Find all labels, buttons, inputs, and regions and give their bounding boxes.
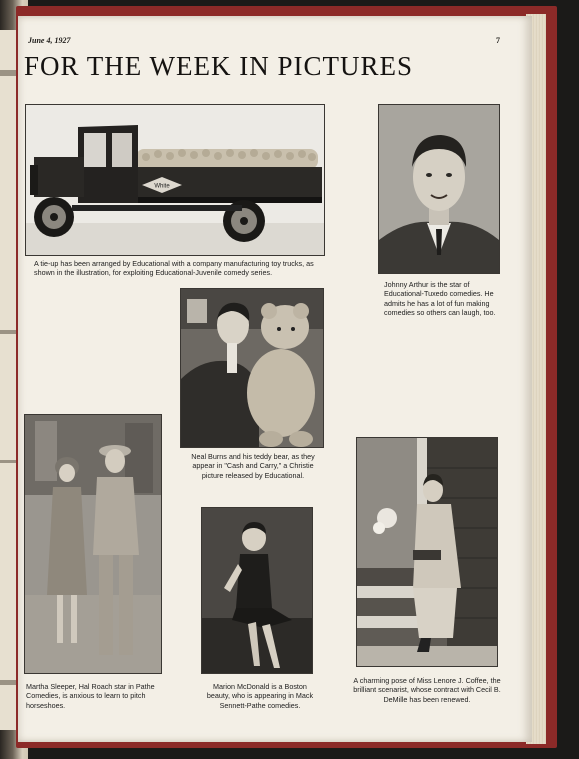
neal-burns-photo (180, 288, 324, 448)
lenore-coffee-photo (356, 437, 498, 667)
johnny-arthur-photo (378, 104, 500, 274)
truck-sign: White (154, 183, 170, 190)
truck-caption: A tie-up has been arranged by Educational with a company manufacturing toy trucks, as shown in the illustration, for exploiting Educational-Juvenile comedy series. (34, 259, 314, 278)
marion-mcdonald-photo (201, 507, 313, 674)
page-headline: FOR THE WEEK IN PICTURES (24, 51, 414, 81)
johnny-arthur-caption: Johnny Arthur is the star of Educational-Tuxedo comedies. He admits he has a lot of fun making comedies so others can laugh, too. (384, 280, 496, 317)
previous-page-edge (0, 30, 16, 730)
issue-date: June 4, 1927 (28, 36, 71, 45)
page-number: 7 (496, 36, 500, 45)
magazine-page (18, 16, 532, 742)
lenore-coffee-caption: A charming pose of Miss Lenore J. Coffee, the brilliant scenarist, whose contract with Cecil B. DeMille has been renewed. (353, 676, 501, 704)
martha-sleeper-caption: Martha Sleeper, Hal Roach star in Pathe Comedies, is anxious to learn to pitch horseshoes. (26, 682, 155, 710)
marion-mcdonald-caption: Marion McDonald is a Boston beauty, who is appearing in Mack Sennett-Pathe comedies. (206, 682, 314, 710)
neal-burns-caption: Neal Burns and his teddy bear, as they appear in "Cash and Carry," a Christie picture released by Educational. (191, 452, 315, 480)
truck-photo (25, 104, 325, 256)
martha-sleeper-photo (24, 414, 162, 674)
